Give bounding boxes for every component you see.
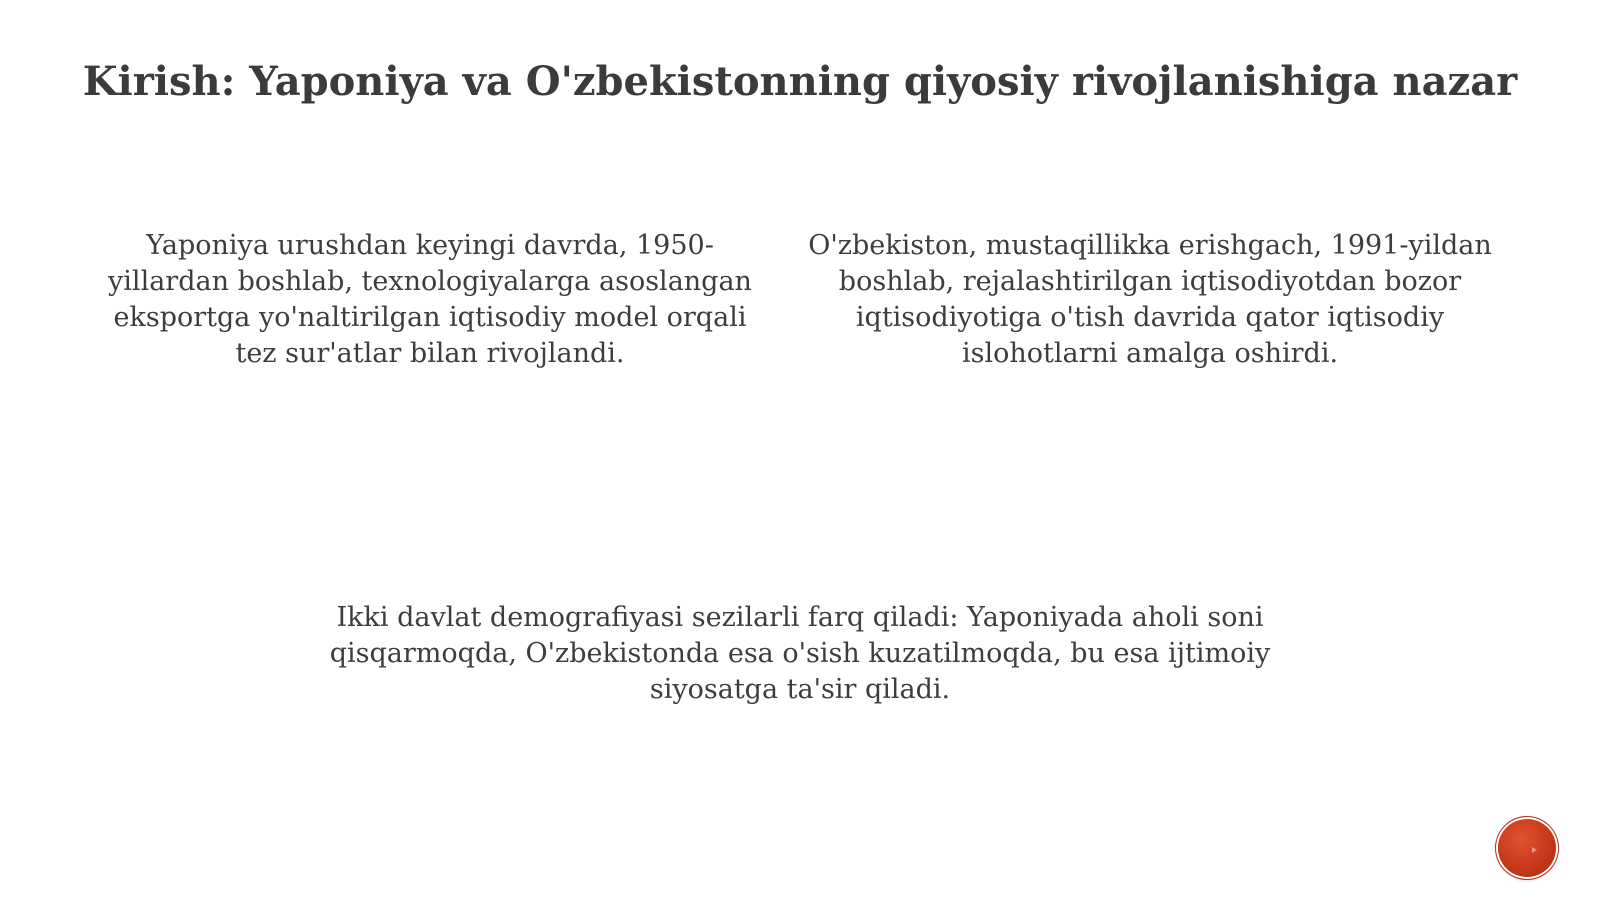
slide-title: Kirish: Yaponiya va O'zbekistonning qiyosiy rivojlanishiga nazar bbox=[82, 58, 1518, 105]
next-slide-button[interactable] bbox=[1498, 819, 1556, 877]
paragraph-uzbekistan: O'zbekiston, mustaqillikka erishgach, 1991-yildan boshlab, rejalashtirilgan iqtisodiyotdan bozor iqtisodiyotiga o'tish davrida qator iqtisodiy islohotlarni amalga oshirdi. bbox=[808, 230, 1492, 369]
next-arrow-icon bbox=[1532, 847, 1537, 853]
paragraph-demography: Ikki davlat demografiyasi sezilarli farq qiladi: Yaponiyada aholi soni qisqarmoqda, O'zbekistonda esa o'sish kuzatilmoqda, bu esa ijtimoiy siyosatga ta'sir qiladi. bbox=[329, 602, 1271, 705]
paragraph-japan: Yaponiya urushdan keyingi davrda, 1950-yillardan boshlab, texnologiyalarga asoslangan eksportga yo'naltirilgan iqtisodiy model orqali tez sur'atlar bilan rivojlandi. bbox=[108, 230, 752, 369]
